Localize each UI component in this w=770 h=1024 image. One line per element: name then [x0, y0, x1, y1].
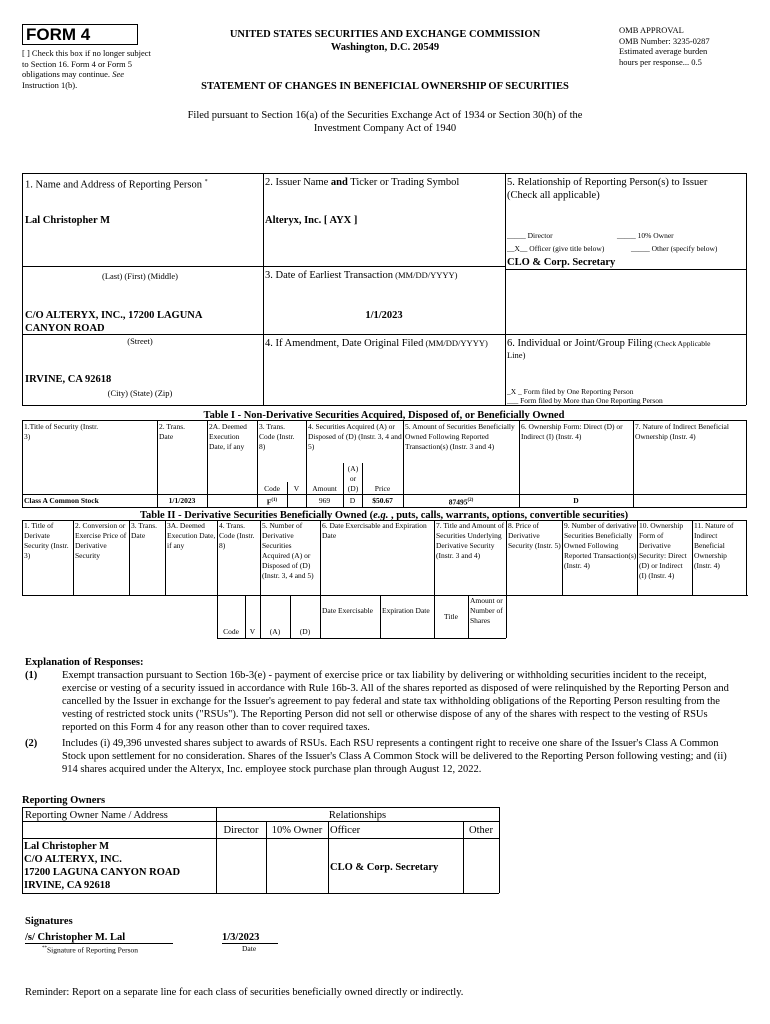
box2-label — [265, 176, 459, 189]
t2-sub-code: Code — [223, 627, 239, 636]
box6-label — [507, 337, 745, 361]
owners-col-name: Reporting Owner Name / Address — [25, 810, 168, 821]
t1-col-left — [22, 420, 23, 508]
t2-col-6 — [320, 520, 321, 638]
street-line1: C/O ALTERYX, INC., 17200 LAGUNA — [25, 310, 203, 321]
t2-h7: 7. Title and Amount of Securities Underlying Derivative Security (Instr. 3 and 4) — [436, 521, 505, 560]
t2-col-5 — [260, 520, 261, 638]
omb-hours: hours per response... 0.5 — [619, 56, 702, 67]
signature-caption-mark: ** — [42, 946, 47, 951]
box4-label-text: 4. If Amendment, Date Original Filed — [265, 338, 424, 349]
owner-line4: IRVINE, CA 92618 — [24, 880, 111, 891]
t1-col-6 — [519, 420, 520, 508]
t1-row-code — [257, 496, 287, 508]
explanation-note2-number: (2) — [25, 738, 38, 749]
owners-heading: Reporting Owners — [22, 795, 106, 806]
t1-col-4 — [306, 420, 307, 508]
box3-label-small: (MM/DD/YYYY) — [393, 270, 458, 280]
t2-col-11 — [692, 520, 693, 595]
checkbox-note[interactable] — [22, 48, 152, 90]
t1-row-title: Class A Common Stock — [24, 496, 99, 505]
t2-col-7b — [468, 595, 469, 638]
box2-label-post: Ticker or Trading Symbol — [347, 177, 460, 188]
t2-h1: 1. Title of Derivate Security (Instr. 3) — [24, 521, 69, 560]
box5-label — [507, 176, 745, 202]
t2-col-2 — [73, 520, 74, 595]
t1-row-owned — [403, 496, 519, 508]
box3-label — [265, 269, 457, 282]
t1-col-2a — [207, 420, 208, 508]
box3-label-text: 3. Date of Earliest Transaction — [265, 270, 394, 281]
relationship-officer[interactable]: __X__ Officer (give title below) — [507, 244, 605, 253]
t1-sub-code: Code — [264, 484, 280, 493]
explanation-note2-text: Includes (i) 49,396 unvested shares subject to awards of RSUs. Each RSU represents a contingent right to receive one share of the Issuer's Class A Common Stock upon settlement for no consideration. Shares of the Issuer's Class A Common Stock will be delivered to the Reporting Person following vesting; and (ii) 914 shares acquired under the Alteryx, Inc. employee stock purchase plan through August 12, 2022. — [62, 738, 727, 775]
owners-col-officer — [328, 821, 329, 893]
owners-top — [22, 807, 499, 808]
statement-title: STATEMENT OF CHANGES IN BENEFICIAL OWNERSHIP OF SECURITIES — [201, 81, 569, 92]
t2-sub-title: Title — [444, 612, 458, 621]
t1-h7: 7. Nature of Indirect Beneficial Ownership (Instr. 4) — [635, 422, 729, 441]
t2-sub-a: (A) — [269, 627, 281, 636]
table2-bottom — [217, 638, 506, 639]
t1-row-amount: 969 — [318, 496, 331, 505]
t2-h10: 10. Ownership Form of Derivative Security: Direct (D) or Indirect (I) (Instr. 4) — [639, 521, 687, 580]
t2-h4: 4. Trans. Code (Instr. 8) — [219, 521, 255, 550]
owners-col-other-label: Other — [469, 825, 493, 836]
t2-col-6b — [380, 595, 381, 638]
box1-label-text: 1. Name and Address of Reporting Person — [25, 179, 203, 191]
table1-row-bottom — [22, 507, 746, 508]
box-grid-right — [746, 173, 747, 405]
t1-sub-v: V — [293, 484, 300, 493]
box1-label — [25, 176, 208, 192]
filed-pursuant-line1: Filed pursuant to Section 16(a) of the Securities Exchange Act of 1934 or Section 30(h) of the — [187, 110, 583, 121]
t1-col-3 — [257, 420, 258, 508]
signature-date-caption: Date — [242, 944, 257, 953]
t1-col-7 — [633, 420, 634, 508]
box-grid-left — [22, 173, 23, 405]
t2-col-9 — [562, 520, 563, 595]
t1-row-code-note[interactable]: (1) — [271, 498, 278, 503]
t1-col-5 — [403, 420, 404, 508]
owners-col-left — [22, 807, 23, 893]
street-line2: CANYON ROAD — [25, 323, 105, 334]
t2-h3a: 3A. Deemed Execution Date, if any — [167, 521, 216, 550]
table1-top — [22, 420, 746, 421]
t1-h5: 5. Amount of Securities Beneficially Owned Following Reported Transaction(s) (Instr. 3 and 4) — [405, 422, 515, 451]
table2-title-rest: , puts, calls, warrants, options, convertible securities) — [388, 510, 629, 521]
city-hint: (City) (State) (Zip) — [107, 388, 173, 398]
owner-line1: Lal Christopher M — [24, 841, 109, 852]
reporting-person-name: Lal Christopher M — [25, 215, 110, 226]
t2-sub-v: V — [249, 627, 256, 636]
checkbox-note-text: [ ] Check this box if no longer subject to Section 16. Form 4 or Form 5 obligations may continue. — [22, 48, 151, 79]
reminder-text: Reminder: Report on a separate line for each class of securities beneficially owned directly or indirectly. — [25, 987, 464, 998]
t1-sub-amount: Amount — [312, 484, 337, 493]
t2-col-3a — [165, 520, 166, 595]
t2-sub-date-ex: Date Exercisable — [322, 606, 374, 615]
box1-label-mark: * — [204, 179, 208, 185]
t1-row-code-value: F — [266, 497, 272, 507]
box-grid-row2 — [22, 334, 746, 335]
filing-multiple-persons[interactable]: ___ Form filed by More than One Reporting Person — [507, 396, 663, 405]
owners-head-bottom — [22, 838, 499, 839]
owner-line2: C/O ALTERYX, INC. — [24, 854, 122, 865]
relationship-other[interactable]: _____ Other (specify below) — [631, 244, 718, 253]
box2-label-and: and — [330, 177, 348, 188]
t2-h5: 5. Number of Derivative Securities Acquired (A) or Disposed of (D) (Instr. 3, 4 and 5) — [262, 521, 314, 580]
signature-name: /s/ Christopher M. Lal — [25, 932, 126, 943]
t2-h8: 8. Price of Derivative Security (Instr. 5) — [508, 521, 561, 550]
earliest-transaction-date: 1/1/2023 — [365, 310, 403, 321]
owner-officer-title: CLO & Corp. Secretary — [330, 862, 439, 873]
box4-label-small: (MM/DD/YYYY) — [423, 338, 488, 348]
omb-number: OMB Number: 3235-0287 — [619, 35, 710, 46]
explanation-note1-number: (1) — [25, 670, 38, 681]
owner-address — [24, 840, 180, 892]
t1-row-owned-note[interactable]: (2) — [467, 498, 474, 503]
box6-label-small: (Check Applicable — [652, 339, 711, 348]
owners-col-officer-label: Officer — [330, 825, 361, 836]
filing-one-person[interactable]: _X _ Form filed by One Reporting Person — [507, 387, 634, 396]
issuer-name: Alteryx, Inc. [ AYX ] — [265, 215, 358, 226]
t1-sub-price: Price — [374, 484, 391, 493]
table1-title: Table I - Non-Derivative Securities Acquired, Disposed of, or Beneficially Owned — [203, 410, 565, 421]
omb-approval-box — [619, 25, 759, 67]
owners-col-10pct: 10% Owner — [271, 825, 323, 836]
t1-col-right — [746, 420, 747, 508]
box6-label-text: 6. Individual or Joint/Group Filing — [507, 338, 653, 349]
t2-col-right — [746, 520, 747, 595]
box5-bottom — [505, 269, 746, 270]
box-grid-top — [22, 173, 746, 174]
t2-h11: 11. Nature of Indirect Beneficial Ownership (Instr. 4) — [694, 521, 734, 570]
table2-upper-left-bottom — [22, 595, 748, 596]
form-title: FORM 4 — [26, 25, 91, 44]
t1-h4: 4. Securities Acquired (A) or Disposed of (D) (Instr. 3, 4 and 5) — [308, 422, 402, 451]
table2-title-eg: e.g. — [373, 510, 389, 521]
box2-label-pre: 2. Issuer Name — [265, 177, 331, 188]
t1-row-form: D — [573, 496, 579, 505]
t1-h3: 3. Trans. Code (Instr. 8) — [259, 422, 295, 451]
t1-row-owned-value: 87495 — [448, 497, 468, 507]
table1-header-bottom — [22, 494, 746, 495]
t2-h9: 9. Number of derivative Securities Beneficially Owned Following Reported Transaction(s) (Instr. 4) — [564, 521, 637, 570]
agency-location: Washington, D.C. 20549 — [330, 42, 440, 53]
box4-label — [265, 337, 488, 350]
explanation-note1-text: Exempt transaction pursuant to Section 16b-3(e) - payment of exercise price or tax liability by delivering or withholding securities incident to the receipt, exercise or vesting of a security issued in accordance with Rule 16b-3. All of the shares reported as disposed of were relinquished by the Reporting Person and cancelled by the Issuer in exchange for the Issuer's agreement to pay federal and state tax withholding obligations of the Reporting Person resulting from the vesting of restricted stock units ("RSUs"). The Reporting Person did not sell or otherwise dispose of any of the shares with respect to the vesting of RSUs reported on this Form 4 for any reason other than to cover required taxes. — [62, 670, 729, 733]
owners-bottom — [22, 893, 499, 894]
t1-sub-ad: (A) or (D) — [347, 464, 359, 493]
box-grid-div1 — [263, 173, 264, 405]
signature-date: 1/3/2023 — [222, 932, 260, 943]
checkbox-note-instr: Instruction 1(b). — [22, 79, 78, 90]
box-grid-row1 — [22, 266, 506, 267]
table2-title-text: Table II - Derivative Securities Beneficially Owned ( — [139, 510, 374, 521]
city-state-zip: IRVINE, CA 92618 — [25, 374, 112, 385]
relationship-10pct-owner[interactable]: _____ 10% Owner — [617, 231, 674, 240]
t1-row-price: $50.67 — [372, 496, 393, 505]
filed-pursuant-line2: Investment Company Act of 1940 — [313, 123, 457, 134]
t1-h1: 1.Title of Security (Instr. 3) — [24, 422, 99, 441]
t1-row-ad: D — [349, 496, 356, 505]
owners-col-director: Director — [223, 825, 259, 836]
signature-caption-text: Signature of Reporting Person — [47, 945, 139, 955]
owners-col-relationships: Relationships — [328, 810, 387, 821]
t2-col-left — [22, 520, 23, 595]
t1-col-2 — [157, 420, 158, 508]
t2-h2: 2. Conversion or Exercise Price of Derivative Security — [75, 521, 127, 560]
agency-name: UNITED STATES SECURITIES AND EXCHANGE COMMISSION — [229, 29, 541, 40]
name-hint: (Last) (First) (Middle) — [101, 271, 178, 281]
owner-line3: 17200 LAGUNA CANYON ROAD — [24, 867, 181, 878]
t2-sub-d: (D) — [299, 627, 311, 636]
box6-label-line2: Line) — [507, 350, 526, 360]
signatures-heading: Signatures — [25, 916, 73, 927]
t2-h3: 3. Trans. Date — [131, 521, 158, 540]
t1-h2a: 2A. Deemed Execution Date, if any — [209, 422, 247, 451]
t1-row-date: 1/1/2023 — [168, 496, 196, 505]
signature-caption — [42, 944, 138, 956]
omb-approval: OMB APPROVAL — [619, 25, 684, 35]
t2-sub-exp: Expiration Date — [382, 606, 430, 615]
form-title-box — [22, 24, 138, 45]
t2-sub-amount: Amount or Number of Shares — [470, 596, 503, 625]
t1-h2: 2. Trans. Date — [159, 422, 186, 441]
omb-burden: Estimated average burden — [619, 46, 708, 56]
box5-label-line1: 5. Relationship of Reporting Person(s) to Issuer — [507, 177, 708, 188]
t2-col-4 — [217, 520, 218, 638]
box5-label-line2: (Check all applicable) — [507, 190, 600, 201]
box-grid-div2 — [505, 173, 506, 405]
street-hint: (Street) — [127, 336, 153, 346]
owners-col-right — [499, 807, 500, 893]
t2-h6: 6. Date Exercisable and Expiration Date — [322, 521, 427, 540]
t1-h6: 6. Ownership Form: Direct (D) or Indirect (I) (Instr. 4) — [521, 422, 623, 441]
t2-col-10 — [637, 520, 638, 595]
explanation-heading: Explanation of Responses: — [25, 657, 144, 668]
checkbox-note-see: See — [112, 69, 124, 79]
relationship-director[interactable]: _____ Director — [507, 231, 553, 240]
officer-title: CLO & Corp. Secretary — [507, 257, 616, 268]
